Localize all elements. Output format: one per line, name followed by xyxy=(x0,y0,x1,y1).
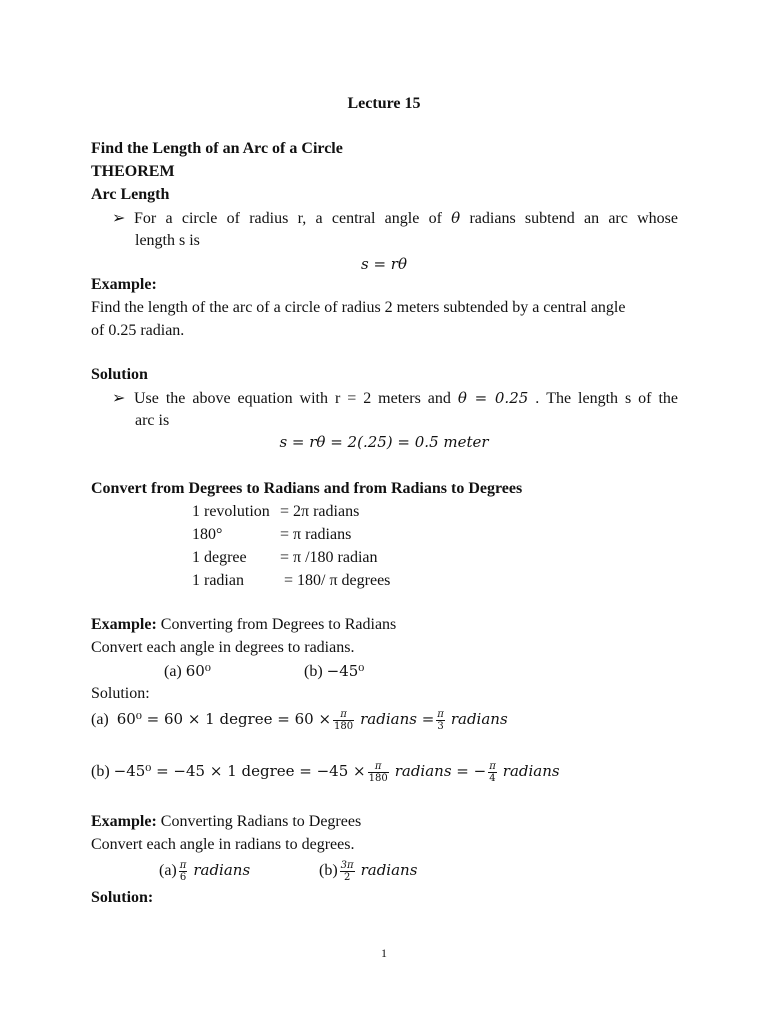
example2-item-a: (a) 60⁰ xyxy=(164,662,211,680)
fraction: $\frac{3\pi}{2}$ xyxy=(340,859,354,883)
conversion-right: = π radians xyxy=(280,526,352,543)
conversion-left: 1 degree xyxy=(192,549,247,566)
example2-instruction: Convert each angle in degrees to radians. xyxy=(91,639,355,656)
conversion-right: = π /180 radian xyxy=(280,549,378,566)
example-label: Example: xyxy=(91,276,157,293)
arc-length-statement-cont: length s is xyxy=(135,232,200,249)
example1-text-cont: of 0.25 radian. xyxy=(91,322,185,339)
formula-arc-solution: s = rθ = 2(.25) = 0.5 meter xyxy=(279,433,489,451)
solution2-line-b: (b) −45⁰ = −45 × 1 degree = −45 × $\frac{\pi}{180}$ radians = − $\frac{\pi}{4}$ radians xyxy=(91,760,560,784)
fraction: $\frac{\pi}{3}$ xyxy=(437,708,444,732)
example2-item-b: (b) −45⁰ xyxy=(304,662,365,680)
conversion-right: = 180/ π degrees xyxy=(284,572,391,589)
bullet-arrow-icon: ➢ xyxy=(112,390,126,407)
arc-length-statement: ➢ For a circle of radius r, a central angle of θ radians subtend an arc whose xyxy=(112,209,678,227)
fraction: $\frac{\pi}{6}$ xyxy=(179,859,187,883)
theorem-label: THEOREM xyxy=(91,163,175,180)
page-title: Lecture 15 xyxy=(347,95,421,112)
bullet-arrow-icon: ➢ xyxy=(112,210,126,227)
arc-length-heading: Arc Length xyxy=(91,186,170,203)
solution1-text: ➢ Use the above equation with r = 2 meters and θ = 0.25 . The length s of the xyxy=(112,389,679,407)
example3-item-b: (b) $\frac{3\pi}{2}$ radians xyxy=(319,859,418,883)
conversion-left: 1 radian xyxy=(192,572,244,589)
fraction: $\frac{\pi}{180}$ xyxy=(334,708,354,732)
conversion-right: = 2π radians xyxy=(280,503,360,520)
example3-item-a: (a) $\frac{\pi}{6}$ radians xyxy=(159,859,251,883)
solution3-label: Solution: xyxy=(91,889,154,906)
example3-instruction: Convert each angle in radians to degrees. xyxy=(91,836,355,853)
formula-arc-length: s = rθ xyxy=(360,255,407,273)
example3-heading: Example: Converting Radians to Degrees xyxy=(91,813,362,830)
example2-heading: Example: Converting from Degrees to Radians xyxy=(91,616,397,633)
fraction: $\frac{\pi}{4}$ xyxy=(489,760,496,784)
example1-text: Find the length of the arc of a circle of radius 2 meters subtended by a central angle xyxy=(91,299,626,316)
section-heading-arc-length: Find the Length of an Arc of a Circle xyxy=(91,140,343,157)
conversion-left: 180° xyxy=(192,526,223,543)
page-number: 1 xyxy=(381,946,387,960)
solution-label: Solution xyxy=(91,366,148,383)
solution2-label: Solution: xyxy=(91,685,150,702)
section-heading-conversion: Convert from Degrees to Radians and from Radians to Degrees xyxy=(91,480,523,497)
fraction: $\frac{\pi}{180}$ xyxy=(368,760,388,784)
conversion-left: 1 revolution xyxy=(192,503,270,520)
solution1-text-cont: arc is xyxy=(135,412,170,429)
solution2-line-a: (a) 60⁰ = 60 × 1 degree = 60 × $\frac{\pi}{180}$ radians = $\frac{\pi}{3}$ radians xyxy=(91,708,508,732)
